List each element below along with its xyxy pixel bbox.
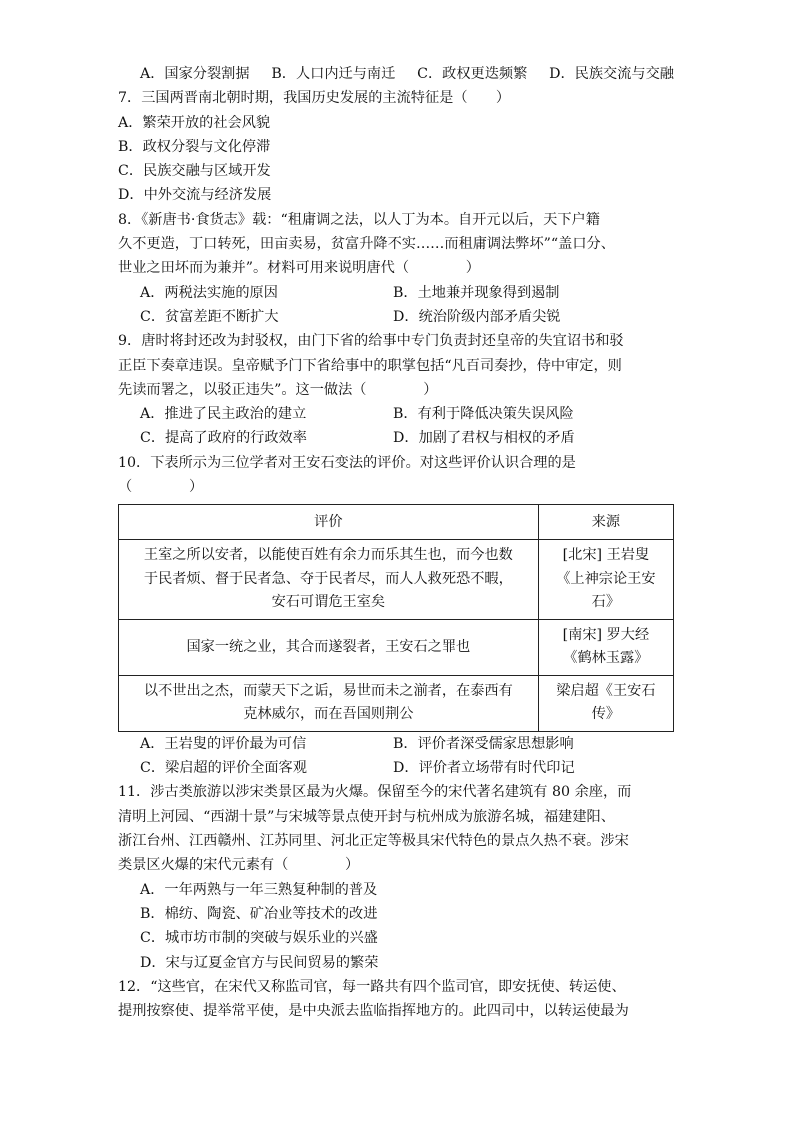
q8-option-a[interactable]: A．两税法实施的原因 [140,284,278,301]
exam-page [118,62,674,1023]
q8-options-row [118,281,674,305]
table-row [119,540,674,620]
q11-stem-line: 11．涉古类旅游以涉宋类景区最为火爆。保留至今的宋代著名建筑有 80 余座，而 [118,784,632,801]
q10-options-row [118,732,674,756]
q12-stem-line: 12．“这些官，在宋代又称监司官，每一路共有四个监司官，即安抚使、转运使、 [118,978,626,995]
cell-line: 以不世出之杰，而蒙天下之诟，易世而未之湔者，在泰西有 [143,682,513,699]
table-row [119,619,674,675]
q10-stem-line: 10．下表所示为三位学者对王安石变法的评价。对这些评价认识合理的是 [118,454,576,471]
q6-options [118,62,674,86]
q10-stem-line: （ ） [118,479,204,496]
table-header-evaluation: 评价 [119,505,539,540]
table-cell-evaluation [119,675,539,731]
q9-option-d[interactable]: D．加剧了君权与相权的矛盾 [393,430,575,447]
table-cell-evaluation [119,619,539,675]
q11-stem-line: 浙江台州、江西赣州、江苏同里、河北正定等极具宋代特色的景点久热不衰。涉宋 [118,833,629,850]
evaluation-table [118,504,674,732]
cell-line: 传》 [591,706,621,723]
q7-option-b[interactable]: B．政权分裂与文化停滞 [118,138,271,155]
cell-line: 梁启超《王安石 [556,682,656,699]
q10-option-a[interactable]: A．王岩叟的评价最为可信 [140,735,307,752]
q11-option-d[interactable]: D．宋与辽夏金官方与民间贸易的繁荣 [140,954,379,971]
cell-line: 石》 [591,594,621,611]
q11-option-b[interactable]: B．棉纺、陶瓷、矿冶业等技术的改进 [140,905,378,922]
q8-option-b[interactable]: B．土地兼并现象得到遏制 [393,284,560,301]
table-header-row [119,505,674,540]
q9-option-b[interactable]: B．有利于降低决策失误风险 [393,406,574,423]
table-row [119,675,674,731]
q6-option-c[interactable]: C．政权更迭频繁 [417,66,528,82]
cell-line: [南宋] 罗大经 [562,626,650,643]
q6-option-d[interactable]: D．民族交流与交融 [549,66,674,82]
q8-options-row [118,305,674,329]
q11-option-a[interactable]: A．一年两熟与一年三熟复种制的普及 [140,881,378,898]
q12-stem-line: 提刑按察使、提举常平使，是中央派去监临指挥地方的。此四司中，以转运使最为 [118,1003,629,1020]
q7-option-a[interactable]: A．繁荣开放的社会风貌 [118,114,271,131]
table-cell-source [538,675,673,731]
q9-stem-line: 正臣下奏章违误。皇帝赋予门下省给事中的职掌包括“凡百司奏抄，侍中审定，则 [118,357,622,374]
q6-option-a[interactable]: A．国家分裂割据 [140,66,250,82]
q9-stem-line: 9．唐时将封还改为封驳权，由门下省的给事中专门负责封还皇帝的失宜诏书和驳 [118,333,624,350]
q9-option-c[interactable]: C．提高了政府的行政效率 [140,430,307,447]
q10-option-b[interactable]: B．评价者深受儒家思想影响 [393,735,574,752]
q10-option-c[interactable]: C．梁启超的评价全面客观 [140,760,307,777]
table-header-source: 来源 [538,505,673,540]
cell-line: 王室之所以安者，以能使百姓有余力而乐其生也，而今也数 [143,547,513,564]
q9-option-a[interactable]: A．推进了民主政治的建立 [140,406,307,423]
cell-line: 安石可谓危王室矣 [271,594,386,611]
q8-option-d[interactable]: D．统治阶级内部矛盾尖锐 [393,308,561,325]
cell-line: [北宋] 王岩叟 [562,547,650,564]
table-cell-source [538,619,673,675]
q9-options-row [118,426,674,450]
cell-line: 《鹤林玉露》 [563,650,649,667]
q7-option-c[interactable]: C．民族交融与区域开发 [118,163,271,180]
cell-line: 克林威尔，而在吾国则荆公 [243,706,414,723]
q11-stem-line: 清明上河园、“西湖十景”与宋城等景点使开封与杭州成为旅游名城，福建建阳、 [118,808,615,825]
table-cell-evaluation [119,540,539,620]
q11-option-c[interactable]: C．城市坊市制的突破与娱乐业的兴盛 [140,930,378,947]
q11-stem-line: 类景区火爆的宋代元素有（ ） [118,857,360,874]
cell-line: 国家一统之业，其合而遂裂者，王安石之罪也 [186,638,471,655]
q6-option-b[interactable]: B．人口内迁与南迁 [271,66,396,82]
q10-option-d[interactable]: D．评价者立场带有时代印记 [393,760,575,777]
q8-stem-line: 8．《新唐书·食货志》载：“租庸调之法，以人丁为本。自开元以后，天下户籍 [118,211,600,228]
table-cell-source [538,540,673,620]
q7-option-d[interactable]: D．中外交流与经济发展 [118,187,272,204]
q9-options-row [118,402,674,426]
q8-stem-line: 久不更造，丁口转死，田亩卖易，贫富升降不实……而租庸调法弊坏”“盖口分、 [118,236,615,253]
q10-options-row [118,756,674,780]
cell-line: 于民者烦、督于民者急、夺于民者尽，而人人救死恐不暇， [143,570,513,587]
q8-stem-line: 世业之田坏而为兼并”。材料可用来说明唐代（ ） [118,260,480,277]
q8-option-c[interactable]: C．贫富差距不断扩大 [140,308,279,325]
q9-stem-line: 先读而署之，以驳正违失”。这一做法（ ） [118,381,438,398]
q7-stem: 7．三国两晋南北朝时期，我国历史发展的主流特征是（ ） [118,90,511,107]
cell-line: 《上神宗论王安 [556,570,656,587]
